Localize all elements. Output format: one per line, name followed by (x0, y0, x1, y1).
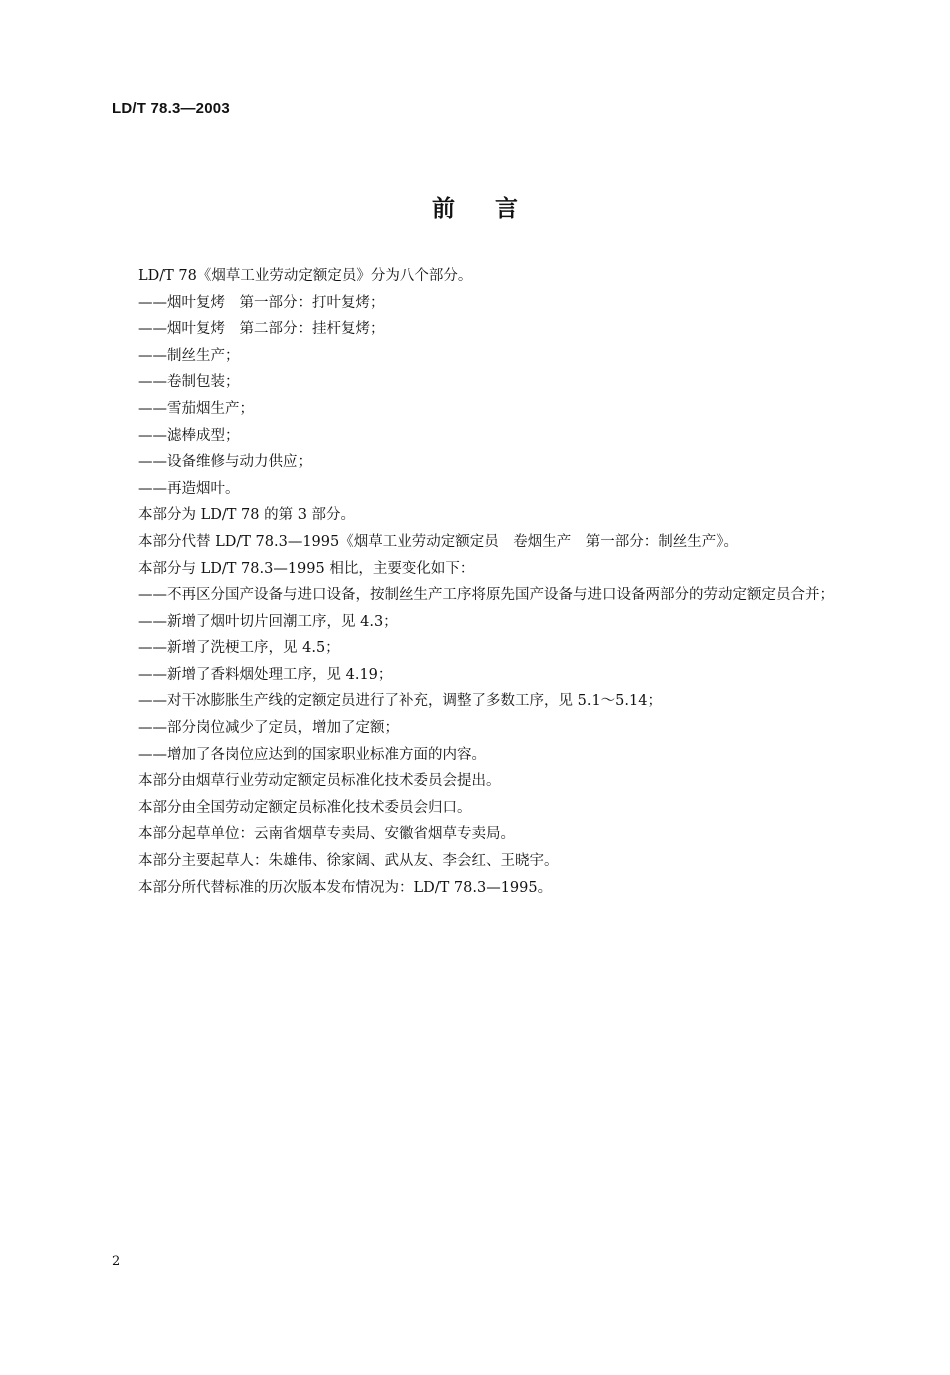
text-line: 本部分起草单位：云南省烟草专卖局、安徽省烟草专卖局。 (138, 826, 515, 843)
list-item: ——新增了香料烟处理工序，见 4.19； (138, 666, 393, 683)
list-item: ——烟叶复烤 第二部分：挂杆复烤； (138, 321, 385, 338)
page-title: 前言 (432, 196, 558, 222)
list-item: ——滤棒成型； (138, 427, 240, 444)
list-item: ——增加了各岗位应达到的国家职业标准方面的内容。 (138, 746, 486, 763)
text-line: 本部分由烟草行业劳动定额定员标准化技术委员会提出。 (138, 773, 501, 790)
text-line: 本部分代替 LD/T 78.3—1995《烟草工业劳动定额定员 卷烟生产 第一部分：制丝生产》。 (138, 533, 738, 550)
list-item: ——新增了烟叶切片回潮工序，见 4.3； (138, 613, 398, 630)
standard-code: LD/T 78.3—2003 (112, 100, 230, 117)
list-item: ——卷制包装； (138, 374, 240, 391)
foreword-body (138, 263, 888, 901)
list-item: ——再造烟叶。 (138, 480, 240, 497)
text-line: 本部分为 LD/T 78 的第 3 部分。 (138, 507, 356, 524)
list-item: ——新增了洗梗工序，见 4.5； (138, 640, 340, 657)
text-line: 本部分所代替标准的历次版本发布情况为：LD/T 78.3—1995。 (138, 879, 553, 896)
list-item: ——设备维修与动力供应； (138, 454, 312, 471)
text-line: 本部分主要起草人：朱雄伟、徐家阔、武从友、李会红、王晓宇。 (138, 852, 559, 869)
page-number: 2 (112, 1254, 121, 1269)
list-item: ——烟叶复烤 第一部分：打叶复烤； (138, 294, 385, 311)
list-item: ——雪茄烟生产； (138, 400, 254, 417)
list-item: ——不再区分国产设备与进口设备，按制丝生产工序将原先国产设备与进口设备两部分的劳动定额定员合并； (138, 587, 834, 604)
text-line: 本部分由全国劳动定额定员标准化技术委员会归口。 (138, 799, 472, 816)
list-item: ——制丝生产； (138, 347, 240, 364)
text-line: LD/T 78《烟草工业劳动定额定员》分为八个部分。 (138, 268, 473, 284)
list-item: ——部分岗位减少了定员，增加了定额； (138, 720, 399, 736)
list-item: ——对干冰膨胀生产线的定额定员进行了补充，调整了多数工序，见 5.1～5.14； (138, 693, 662, 710)
text-line: 本部分与 LD/T 78.3—1995 相比，主要变化如下： (138, 560, 475, 577)
